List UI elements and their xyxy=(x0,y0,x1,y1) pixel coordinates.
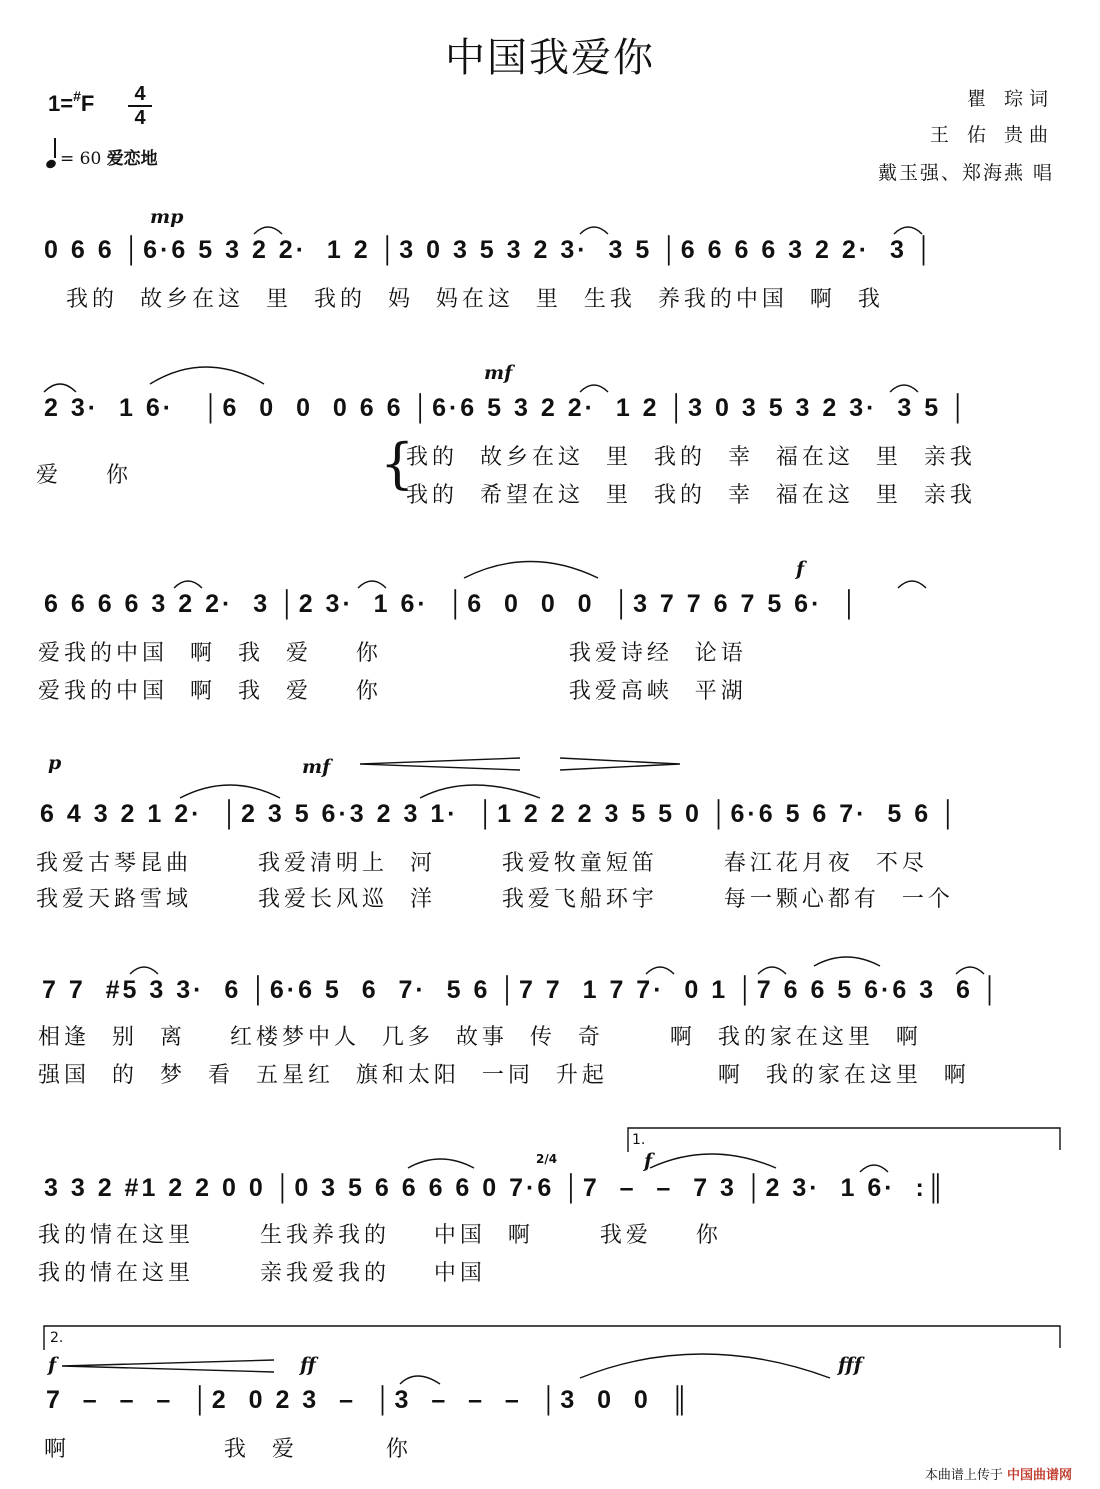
slur xyxy=(580,1354,830,1378)
site-logo[interactable]: 中国曲谱网 xyxy=(1006,1468,1072,1483)
dynamic-fff: fff xyxy=(838,1354,862,1376)
footer xyxy=(925,1464,1072,1483)
crescendo-hairpin xyxy=(62,1360,274,1372)
slur xyxy=(860,1165,888,1172)
slur xyxy=(400,1376,440,1384)
sharp-sign: # xyxy=(73,88,81,104)
slur xyxy=(956,967,984,974)
slur xyxy=(814,957,880,966)
lyrics-line-2a: 我的 故乡在这 里 我的 幸 福在这 里 亲我 xyxy=(406,445,976,470)
slur xyxy=(180,785,280,798)
slur xyxy=(646,967,674,974)
slur xyxy=(174,581,202,588)
lyrics-line-5a: 相逢 别 离 红楼梦中人 几多 故事 传 奇 啊 我的家在这里 啊 xyxy=(38,1025,922,1050)
volta-bracket-1 xyxy=(628,1128,1060,1152)
slur xyxy=(890,385,918,392)
lyrics-line-2b: 我的 希望在这 里 我的 幸 福在这 里 亲我 xyxy=(406,483,976,508)
decrescendo-hairpin xyxy=(560,758,680,770)
notation-line-2: 2 3· 1 6· │6 0 0 0 6 6 │6·6 5 3 2 2· 1 2 │3 0 3 5 3 2 3· 3 5 │ xyxy=(44,394,970,422)
time-bottom: 4 xyxy=(134,107,146,129)
time-top: 4 xyxy=(134,83,146,105)
key-note: F xyxy=(80,91,95,116)
dynamic-mf-2: mf xyxy=(302,756,331,778)
lyrics-line-4a: 我爱古琴昆曲 我爱清明上 河 我爱牧童短笛 春江花月夜 不尽 xyxy=(36,851,928,876)
dynamic-f: f xyxy=(796,558,805,580)
crescendo-hairpin xyxy=(360,758,520,770)
slur xyxy=(254,227,282,234)
dynamic-p: p xyxy=(48,752,62,774)
slur xyxy=(130,967,158,974)
lyrics-line-3b: 爱我的中国 啊 我 爱 你 我爱高峡 平湖 xyxy=(38,679,747,704)
dynamic-f-2: f xyxy=(644,1150,653,1172)
key-prefix: 1= xyxy=(48,91,74,116)
footer-prefix: 本曲谱上传于 xyxy=(924,1468,1003,1483)
slur xyxy=(894,227,922,234)
lyrics-line-4b: 我爱天路雪域 我爱长风巡 洋 我爱飞船环宇 每一颗心都有 一个 xyxy=(36,887,954,912)
lyrics-lead-2: 爱 你 xyxy=(36,463,132,488)
lyrics-line-7: 啊 我 爱 你 xyxy=(44,1437,412,1462)
dynamic-mf: mf xyxy=(484,362,513,384)
notation-line-1: 0 6 6 │6·6 5 3 2 2· 1 2 │3 0 3 5 3 2 3· 3 5 │6 6 6 6 3 2 2· 3 │ xyxy=(44,236,936,264)
volta-bracket-2 xyxy=(44,1326,1060,1350)
composer-credit: 王 佑 贵曲 xyxy=(929,124,1054,146)
notation-line-7: 7 – – – │2 0 2 3 – │3 – – – │3 0 0 ║ xyxy=(46,1386,692,1414)
dynamic-mp: mp xyxy=(150,206,184,228)
slur xyxy=(44,384,76,392)
notation-line-4: 6 4 3 2 1 2· │2 3 5 6·3 2 3 1· │1 2 2 2 3 5 5 0 │6·6 5 6 7· 5 6 │ xyxy=(40,800,960,828)
dynamic-f-3: f xyxy=(48,1354,57,1376)
dynamic-ff: ff xyxy=(300,1354,316,1376)
slur xyxy=(580,227,608,234)
slur xyxy=(650,1154,776,1168)
song-title: 中国我爱你 xyxy=(445,35,655,81)
lyrics-line-5b: 强国 的 梦 看 五星红 旗和太阳 一同 升起 啊 我的家在这里 啊 xyxy=(38,1063,970,1088)
slur xyxy=(150,367,264,384)
verse-brace: { xyxy=(380,432,415,495)
lyrics-line-1: 我的 故乡在这 里 我的 妈 妈在这 里 生我 养我的中国 啊 我 xyxy=(66,287,884,312)
lyricist-credit: 瞿 琮词 xyxy=(966,88,1054,110)
tempo-value: = 60 xyxy=(60,149,102,169)
slur xyxy=(580,385,608,392)
slur xyxy=(408,1159,474,1168)
tempo-word: 爱恋地 xyxy=(106,149,158,169)
slur xyxy=(464,562,598,579)
lyrics-line-3a: 爱我的中国 啊 我 爱 你 我爱诗经 论语 xyxy=(38,641,747,666)
volta-1-label: 1. xyxy=(632,1132,646,1148)
notation-line-6: 3 3 2 #1 2 2 0 0 │0 3 5 6 6 6 6 0 7·6 │7 – – 7 3 │2 3· 1 6· :║ xyxy=(44,1174,948,1202)
slur xyxy=(358,581,386,588)
lyrics-line-6b: 我的情在这里 亲我爱我的 中国 xyxy=(38,1261,486,1286)
notation-line-3: 6 6 6 6 3 2 2· 3 │2 3· 1 6· │6 0 0 0 │3 7 7 6 7 5 6· │ xyxy=(44,590,861,618)
slur xyxy=(898,581,926,588)
volta-2-label: 2. xyxy=(50,1330,64,1346)
slur xyxy=(758,967,786,974)
lyrics-line-6a: 我的情在这里 生我养我的 中国 啊 我爱 你 xyxy=(38,1223,722,1248)
singer-credit: 戴玉强、郑海燕 唱 xyxy=(877,162,1054,184)
meter-change: 2/4 xyxy=(536,1152,558,1166)
notation-line-5: 7 7 #5 3 3· 6 │6·6 5 6 7· 5 6 │7 7 1 7 7· 0 1 │7 6 6 5 6·6 3 6 │ xyxy=(42,976,1002,1004)
slur xyxy=(420,785,540,798)
